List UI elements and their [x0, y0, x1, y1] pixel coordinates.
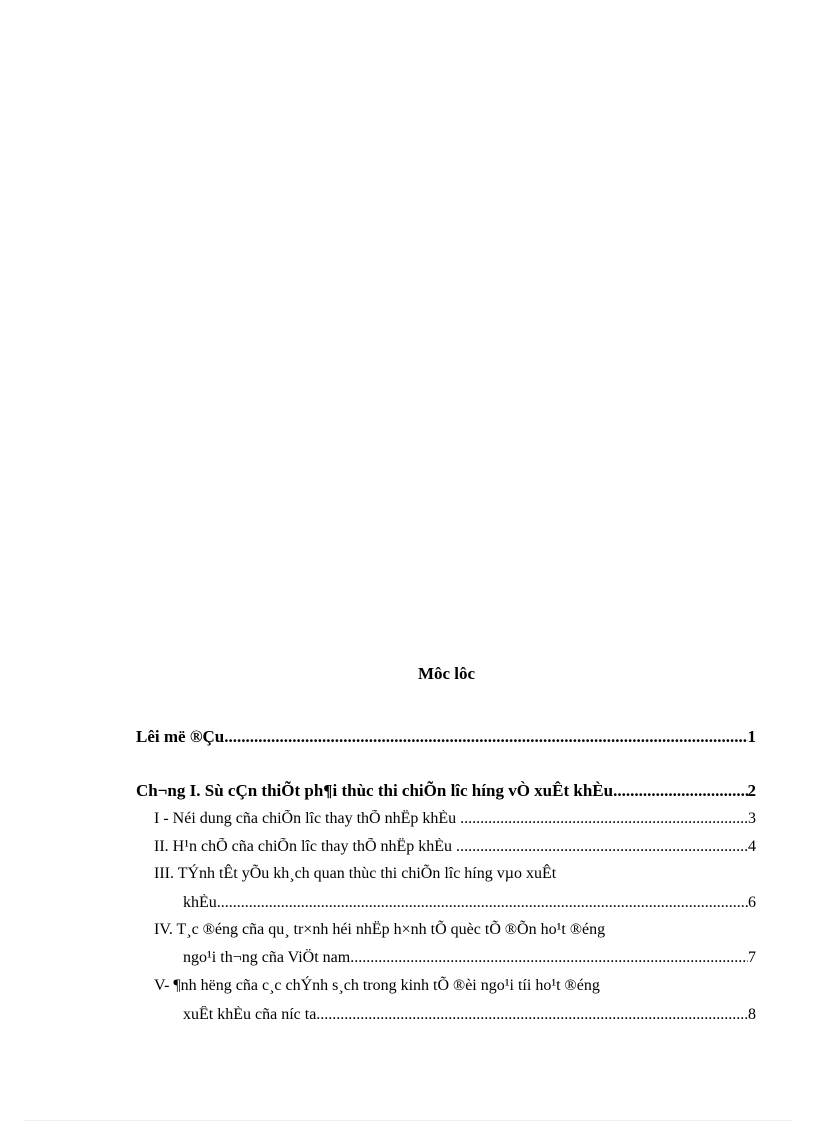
toc-entry-section-2	[154, 838, 756, 856]
toc-entry-text: I - Néi dung cña chiÕn lîc thay thÕ nhËp khÈu .	[154, 810, 465, 827]
toc-entry-text: ngo¹i th¬ng cña ViÖt nam	[183, 949, 351, 966]
toc-entry-section-3-line-1: III. TÝnh tÊt yÕu kh¸ch quan thùc thi chiÕn lîc híng vµo xuÊt	[154, 865, 557, 882]
toc-leader-dots	[320, 1006, 748, 1024]
toc-entry-chapter-1	[136, 781, 756, 801]
toc-entry-text: Ch¬ng I. Sù cÇn thiÕt ph¶i thùc thi chiÕn lîc híng vÒ xuÊt khÈu	[136, 781, 614, 800]
toc-entry-section-1	[154, 810, 756, 828]
toc-leader-dots	[464, 810, 748, 828]
toc-page-number: 6	[748, 894, 756, 911]
toc-page-number: 3	[748, 810, 756, 827]
toc-page-number: 1	[747, 727, 756, 746]
toc-entry-text: khÈu.	[183, 894, 221, 911]
page-bottom-divider	[24, 1120, 792, 1121]
toc-page-number: 8	[748, 1006, 756, 1023]
toc-leader-dots	[246, 727, 748, 747]
toc-title: Môc lôc	[417, 664, 476, 683]
toc-entry-section-5	[183, 1006, 756, 1024]
toc-page-number: 2	[747, 781, 756, 800]
toc-leader-dots	[613, 781, 747, 801]
toc-entry-intro	[136, 727, 756, 747]
toc-page-number: 7	[748, 949, 756, 966]
toc-entry-section-4	[183, 949, 756, 967]
toc-entry-section-4-line-1: IV. T¸c ®éng cña qu¸ tr×nh héi nhËp h×nh tÕ quèc tÕ ®Õn ho¹t ®éng	[154, 921, 606, 938]
toc-entry-text: Lêi më ®Çu.....	[136, 727, 246, 746]
toc-entry-text: II. H¹n chÕ cña chiÕn lîc thay thÕ nhËp khÈu .	[154, 838, 461, 855]
toc-leader-dots	[350, 949, 748, 967]
toc-entry-text: xuÊt khÈu cña níc ta.	[183, 1006, 321, 1023]
toc-page-number: 4	[748, 838, 756, 855]
toc-entry-section-5-line-1: V- ¶nh hëng cña c¸c chÝnh s¸ch trong kinh tÕ ®èi ngo¹i tíi ho¹t ®éng	[154, 977, 600, 994]
toc-leader-dots	[460, 838, 748, 856]
toc-entry-section-3	[183, 894, 756, 912]
toc-leader-dots	[221, 894, 748, 912]
